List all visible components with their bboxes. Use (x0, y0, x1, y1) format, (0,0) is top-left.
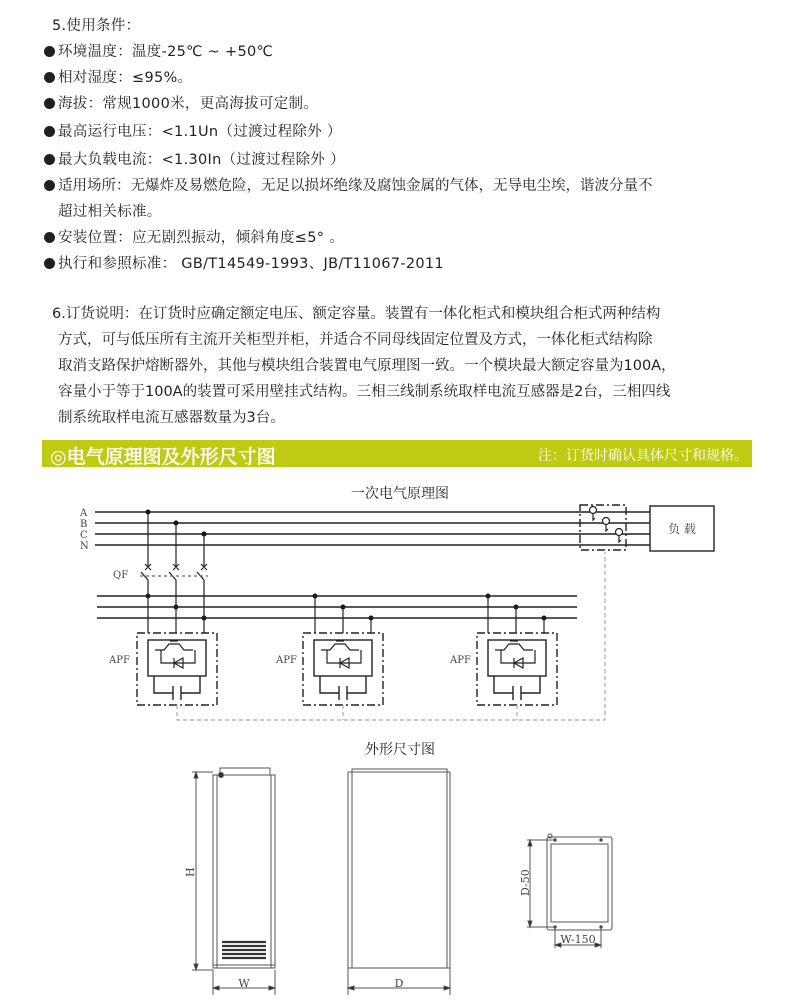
qf-label: QF (113, 570, 129, 581)
phase-label: C (80, 530, 88, 541)
apf-label: APF (450, 655, 471, 666)
apf-module (303, 633, 383, 705)
conditions-heading: 5.使用条件： (52, 18, 141, 34)
section-note: 注：订货时确认具体尺寸和规格。 (538, 448, 748, 464)
height-label: H (184, 867, 197, 877)
main-bus (95, 512, 650, 545)
apf-module (137, 633, 217, 705)
apf-label: APF (109, 655, 130, 666)
base-width-label: W-150 (560, 933, 596, 946)
condition-text: 执行和参照标准： GB/T14549-1993、JB/T11067-2011 (58, 256, 444, 272)
condition-item-continuation: 超过相关标准。 (58, 204, 162, 220)
condition-text: 安装位置：应无剧烈振动，倾斜角度≤5° 。 (58, 230, 345, 246)
apf-module (477, 633, 557, 705)
apf-label: APF (276, 655, 297, 666)
ordering-line: 制系统取样电流互感器数量为3台。 (58, 410, 285, 426)
phase-label: N (80, 541, 89, 552)
ordering-line: 6.订货说明：在订货时应确定额定电压、额定容量。装置有一体化柜式和模块组合柜式两种结构 (52, 306, 661, 322)
condition-text: 适用场所：无爆炸及易燃危险，无足以损坏绝缘及腐蚀金属的气体，无导电尘埃，谐波分量不 (58, 178, 653, 194)
phase-label: A (80, 508, 88, 519)
condition-text: 最大负载电流：<1.30In（过渡过程除外 ） (58, 152, 345, 168)
branch-bus (97, 596, 577, 633)
load-label: 负 载 (668, 522, 696, 536)
width-label: W (238, 977, 250, 990)
schematic-title: 一次电气原理图 (351, 486, 449, 502)
base-view (527, 834, 612, 948)
side-view (348, 769, 450, 995)
ordering-line: 取消支路保护熔断器外，其他与模块组合装置电气原理图一致。一个模块最大额定容量为100A， (58, 358, 676, 374)
ordering-line: 方式，可与低压所有主流开关柜型并柜，并适合不同母线固定位置及方式，一体化柜式结构除 (58, 332, 653, 348)
signal-line (177, 552, 605, 720)
depth-label: D (394, 977, 404, 990)
phase-label: B (80, 519, 88, 530)
condition-text: 最高运行电压：<1.1Un（过渡过程除外 ） (58, 124, 342, 140)
condition-text: 环境温度：温度-25℃ ~ +50℃ (58, 44, 274, 60)
front-view (192, 768, 275, 995)
ct-box (580, 505, 626, 550)
condition-text: 海拔：常规1000米，更高海拔可定制。 (58, 96, 319, 112)
qf-switch (140, 512, 208, 633)
base-depth-label: D-50 (519, 869, 532, 896)
ordering-line: 容量小于等于100A的装置可采用壁挂式结构。三相三线制系统取样电流互感器是2台，三相四线 (58, 384, 671, 400)
section-title: ◎电气原理图及外形尺寸图 (50, 446, 276, 468)
condition-text: 相对湿度：≤95%。 (58, 70, 193, 86)
dimension-title: 外形尺寸图 (365, 742, 435, 758)
